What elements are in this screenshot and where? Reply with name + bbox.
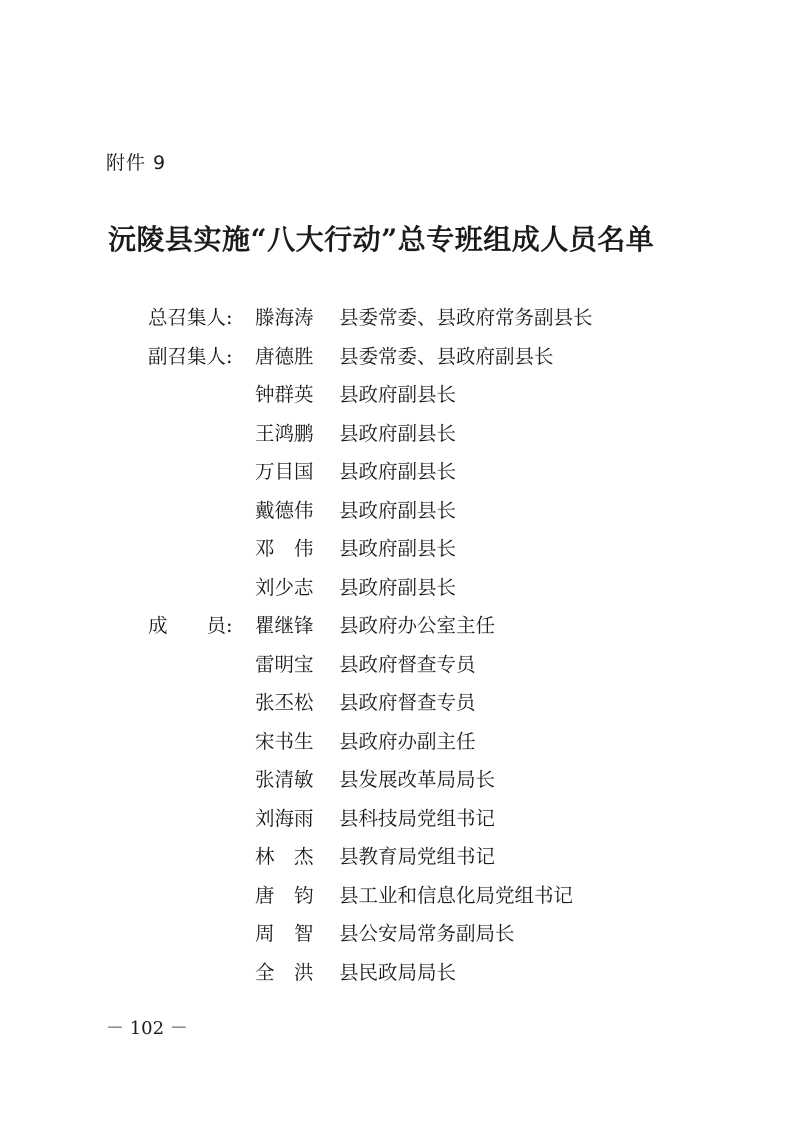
member-row — [0, 761, 793, 800]
member-row — [0, 415, 793, 454]
member-position: 县政府副县长 — [339, 537, 457, 560]
member-position: 县民政局局长 — [339, 960, 457, 984]
member-row — [0, 492, 793, 531]
member-position: 县公安局常务副局长 — [339, 922, 515, 945]
member-position: 县委常委、县政府常务副县长 — [339, 306, 593, 329]
page-number: － 102 － — [106, 1018, 188, 1039]
member-position: 县政府督查专员 — [339, 652, 476, 676]
member-name: 宋书生 — [255, 729, 314, 753]
member-position: 县科技局党组书记 — [339, 806, 496, 830]
document-title: 沅陵县实施“八大行动”总专班组成人员名单 — [108, 223, 655, 256]
member-name: 雷明宝 — [255, 652, 314, 676]
member-row — [0, 453, 793, 492]
member-row — [0, 954, 793, 993]
member-position: 县政府副县长 — [339, 498, 457, 522]
member-position: 县委常委、县政府副县长 — [339, 344, 554, 368]
member-role: 副召集人: — [148, 344, 233, 368]
member-row — [0, 877, 793, 916]
member-name: 戴德伟 — [255, 498, 314, 522]
member-name: 王鸿鹏 — [255, 421, 314, 445]
member-row — [0, 299, 793, 338]
member-name: 邓 伟 — [255, 537, 314, 560]
member-position: 县政府副县长 — [339, 575, 457, 599]
member-name: 林 杰 — [255, 845, 314, 868]
member-row — [0, 684, 793, 723]
member-row — [0, 800, 793, 839]
member-row — [0, 338, 793, 377]
member-name: 周 智 — [255, 922, 314, 945]
member-name: 唐 钧 — [255, 883, 314, 907]
member-role: 成 员: — [148, 614, 233, 637]
member-row — [0, 376, 793, 415]
member-name: 唐德胜 — [255, 344, 314, 368]
member-row — [0, 723, 793, 762]
member-row — [0, 569, 793, 608]
member-position: 县工业和信息化局党组书记 — [339, 883, 574, 907]
member-name: 钟群英 — [255, 383, 314, 406]
member-row — [0, 838, 793, 877]
member-position: 县政府副县长 — [339, 460, 457, 483]
member-position: 县政府副县长 — [339, 421, 457, 445]
member-name: 全 洪 — [255, 960, 314, 984]
member-name: 刘少志 — [255, 575, 314, 599]
member-position: 县政府督查专员 — [339, 691, 476, 714]
member-position: 县教育局党组书记 — [339, 845, 496, 868]
member-row — [0, 915, 793, 954]
member-position: 县政府办副主任 — [339, 729, 476, 753]
member-row — [0, 530, 793, 569]
member-name: 万目国 — [255, 460, 314, 483]
member-position: 县政府办公室主任 — [339, 614, 496, 637]
attachment-label: 附件 9 — [106, 152, 167, 174]
member-name: 滕海涛 — [255, 306, 314, 329]
member-name: 瞿继锋 — [255, 614, 314, 637]
member-name: 张丕松 — [255, 691, 314, 714]
member-list — [0, 299, 793, 992]
member-position: 县政府副县长 — [339, 383, 457, 406]
member-role: 总召集人: — [148, 306, 233, 329]
member-row — [0, 607, 793, 646]
member-position: 县发展改革局局长 — [339, 768, 496, 791]
member-row — [0, 646, 793, 685]
member-name: 刘海雨 — [255, 806, 314, 830]
member-name: 张清敏 — [255, 768, 314, 791]
